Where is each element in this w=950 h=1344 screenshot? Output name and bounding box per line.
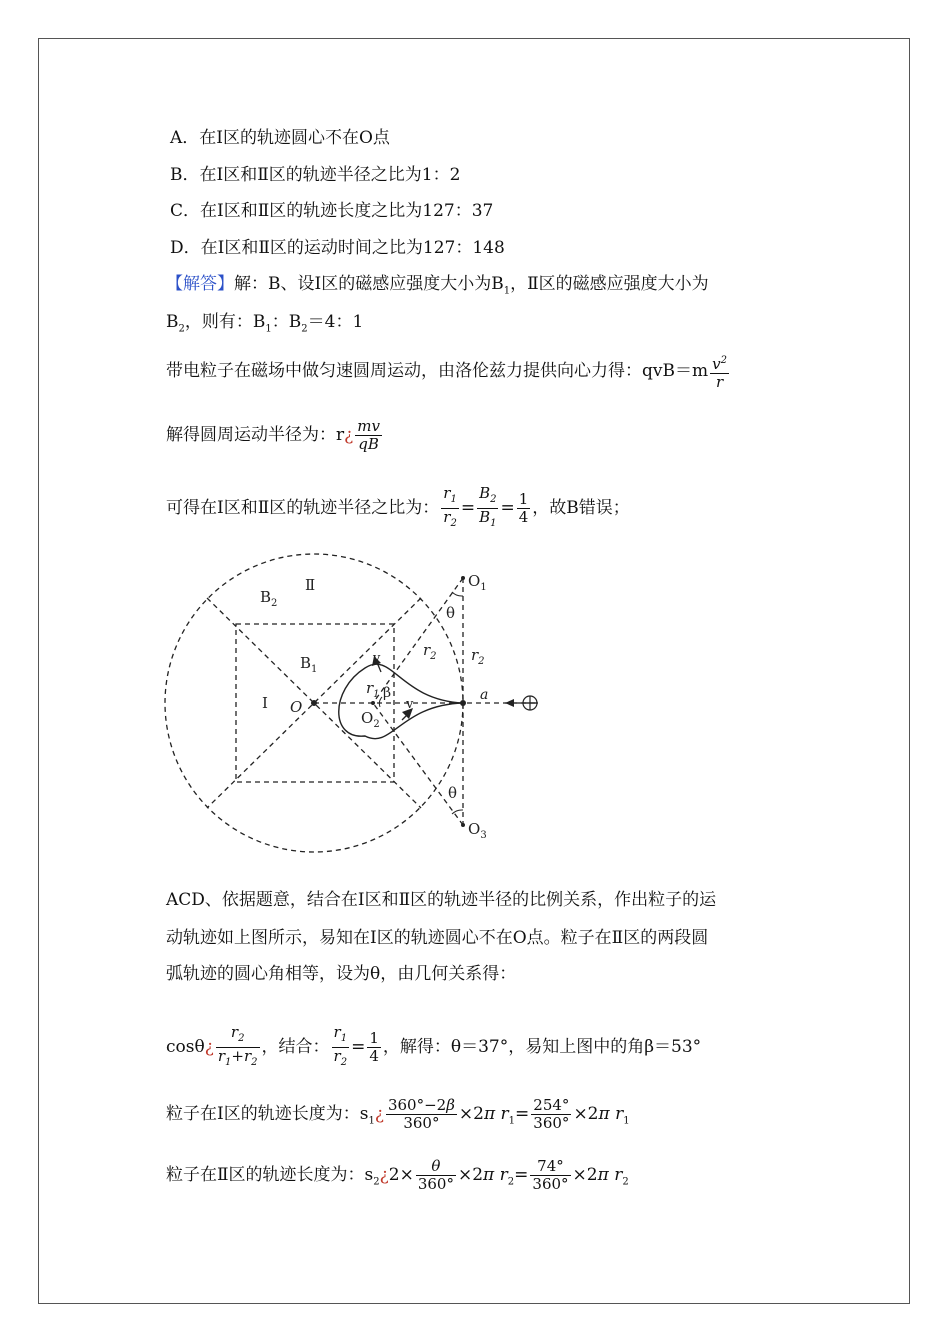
- acd-line-3: 弧轨迹的圆心角相等，设为θ，由几何关系得：: [166, 964, 517, 984]
- svg-text:r2: $r_2$: [471, 646, 485, 667]
- answer-line-1: 【解答】解：B、设Ⅰ区的磁感应强度大小为$B_1$，Ⅱ区的磁感应强度大小为: [166, 274, 709, 297]
- option-b: B．在Ⅰ区和Ⅱ区的轨迹半径之比为1：2: [170, 165, 461, 185]
- fraction-v2-r: $\frac{v^2}{r}$: [710, 352, 729, 391]
- answer-line-2: $B_2$，则有：$B_1$：$B_2=4$：1: [166, 312, 364, 335]
- option-a: A．在Ⅰ区的轨迹圆心不在O点: [170, 128, 390, 148]
- svg-text:β: β: [383, 685, 392, 701]
- s1-line: 粒子在Ⅰ区的轨迹长度为：$s_1¿$ $\frac{360^\circ-2\beta}{360^\circ}$ ×2π $r_1=$ $\frac{254^\circ}{360^\circ}$ ×2π $r_1$: [166, 1096, 630, 1132]
- svg-text:r1: $r_1$: [366, 679, 380, 700]
- svg-text:B1: $B_1$: [300, 654, 318, 675]
- svg-text:O2: $O_2$: [361, 709, 380, 730]
- answer-tag: 【解答】: [166, 274, 234, 294]
- s2-line: 粒子在Ⅱ区的轨迹长度为：$s_2¿2\times$ $\frac{\theta}{360^\circ}$ ×2π $r_2=$ $\frac{74^\circ}{360^\circ}$ ×2π $r_2$: [166, 1157, 629, 1193]
- svg-text:B2: $B_2$: [260, 588, 278, 609]
- svg-text:O1: $O_1$: [468, 572, 487, 593]
- answer-line-4: 解得圆周运动半径为：r¿ $\frac{mv}{qB}$: [166, 417, 380, 453]
- svg-text:v: v: [373, 651, 381, 666]
- svg-text:O3: $O_3$: [468, 820, 487, 841]
- svg-text:O: O: [290, 698, 303, 716]
- option-d: D．在Ⅰ区和Ⅱ区的运动时间之比为127：148: [170, 238, 505, 258]
- svg-text:r2: $r_2$: [423, 641, 437, 662]
- fraction-mv-qB: $\frac{mv}{qB}$: [357, 417, 380, 453]
- answer-line-5: 可得在Ⅰ区和Ⅱ区的轨迹半径之比为： $\frac{r_1}{r_2}$ = $\frac{B_2}{B_1}$ = $\frac{1}{4}$ ，故B错误；: [166, 484, 630, 529]
- svg-text:Ⅱ: Ⅱ: [305, 576, 316, 594]
- acd-line-2: 动轨迹如上图所示，易知在Ⅰ区的轨迹圆心不在O点。粒子在Ⅱ区的两段圆: [166, 928, 709, 948]
- option-c: C．在Ⅰ区和Ⅱ区的轨迹长度之比为127：37: [170, 201, 494, 221]
- acd-line-1: ACD、依据题意，结合在Ⅰ区和Ⅱ区的轨迹半径的比例关系，作出粒子的运: [166, 890, 717, 910]
- answer-line-3: 带电粒子在磁场中做匀速圆周运动，由洛伦兹力提供向心力得：qvB＝m $\frac{v^2}{r}$: [166, 352, 731, 391]
- field-diagram: [160, 545, 560, 855]
- svg-text:Ⅰ: Ⅰ: [262, 694, 268, 712]
- cos-line: cosθ¿ $\frac{r_2}{r_1+r_2}$ ，结合： $\frac{r_1}{r_2}$ = $\frac{1}{4}$ ，解得：θ＝37°，易知上图中的角β＝53°: [166, 1023, 702, 1068]
- svg-text:a: a: [480, 687, 489, 703]
- svg-text:θ: θ: [448, 784, 458, 802]
- svg-text:θ: θ: [446, 604, 456, 622]
- svg-text:v: v: [406, 697, 414, 712]
